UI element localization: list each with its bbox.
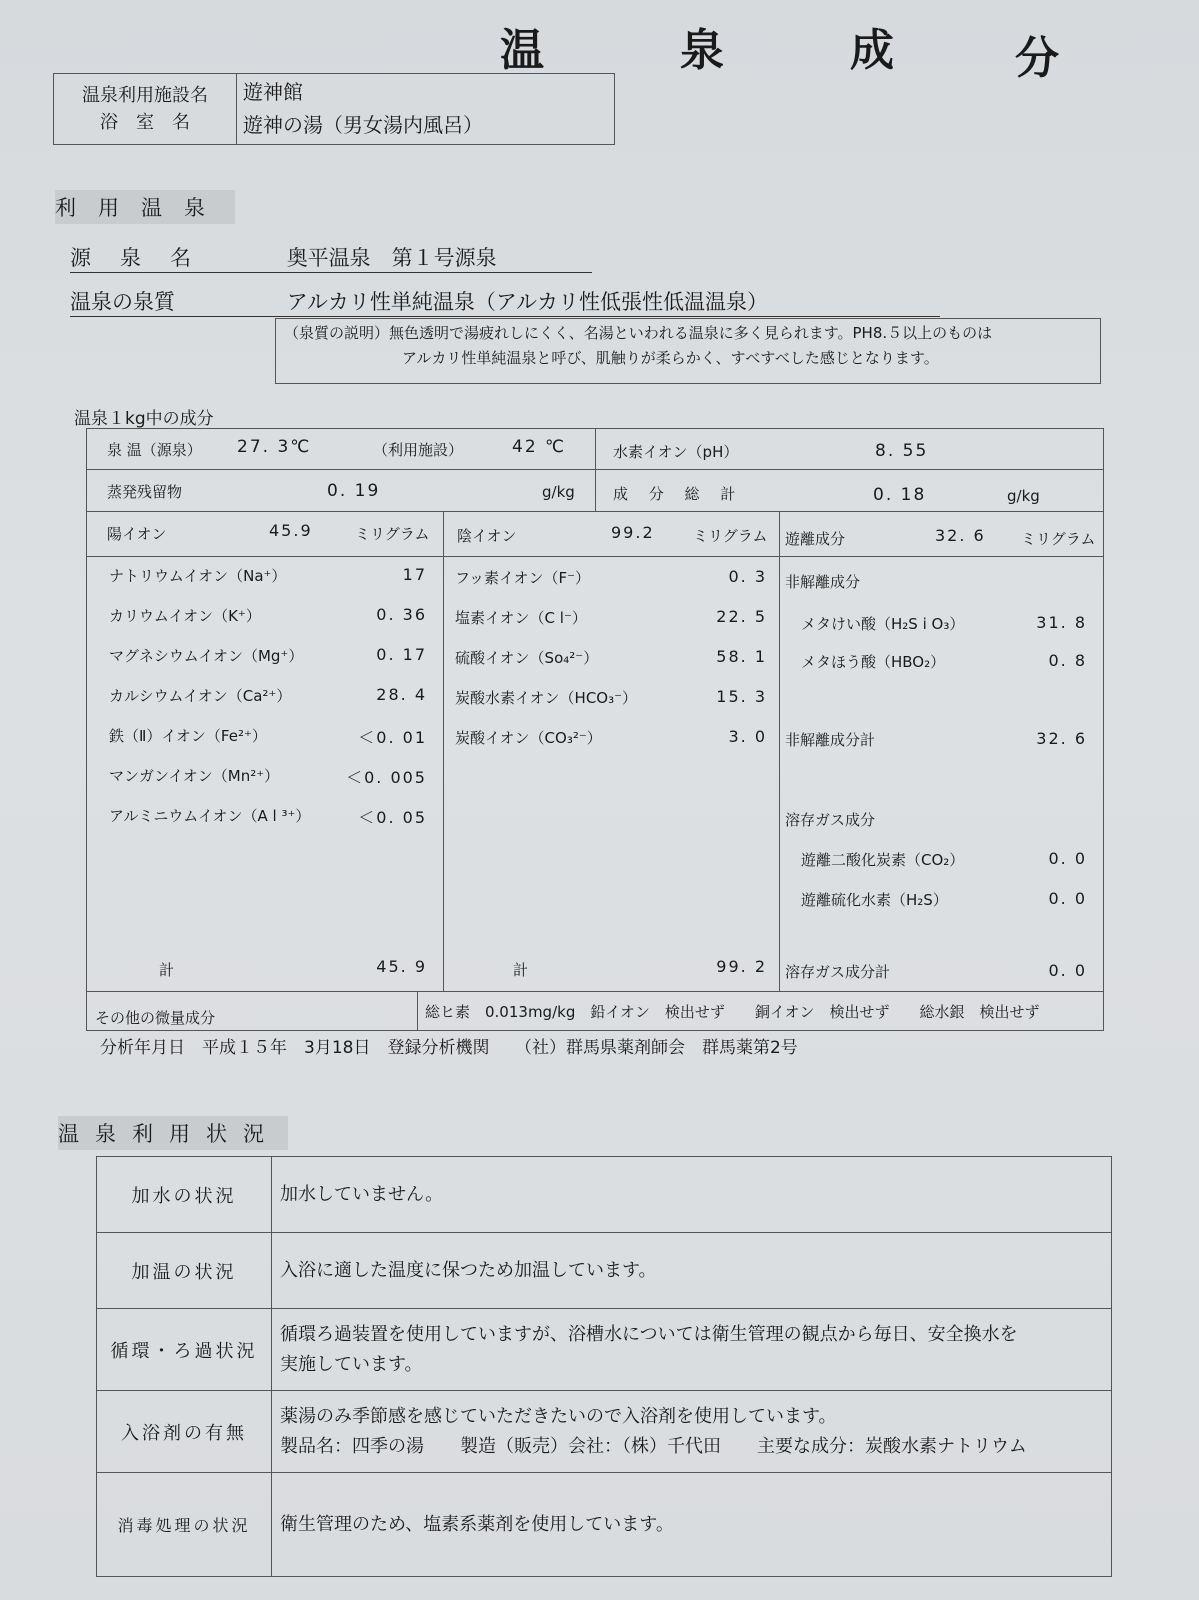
residue-unit: g/kg [542,483,575,501]
cation-sum-value: 45. 9 [376,957,427,976]
cation-name: カリウムイオン（K⁺） [109,607,261,625]
anion-name: フッ素イオン（F⁻） [455,569,591,587]
page-title [500,14,1100,84]
usage-label: 循環・ろ過状況 [97,1309,272,1391]
gas-value: 0. 0 [1048,889,1087,908]
facility-name: 遊神館 [243,80,303,104]
usage-label: 加温の状況 [97,1233,272,1309]
gas-name: 遊離硫化水素（H₂S） [801,891,948,909]
composition-table [86,428,1104,1031]
section-heading-source: 利用温泉 [55,190,235,224]
cation-name: 鉄（Ⅱ）イオン（Fe²⁺） [109,727,267,745]
total-value: 0. 18 [873,485,927,505]
quality-row [70,286,940,317]
title-char: 泉 [680,25,724,76]
trace-value: 総ヒ素 0.013mg/kg 鉛イオン 検出せず 銅イオン 検出せず 総水銀 検出せず [425,1003,1040,1021]
anion-header: 陰イオン [457,527,517,545]
usage-line: 衛生管理のため、塩素系薬剤を使用しています。 [280,1513,674,1535]
title-char: 分 [1015,33,1059,84]
source-row [70,242,592,273]
ph-value: 8. 55 [875,441,929,461]
nondiss-value: 0. 8 [1048,651,1087,670]
anion-value: 3. 0 [728,727,767,746]
anion-value: 22. 5 [716,607,767,626]
gas-label: 溶存ガス成分 [785,811,876,829]
facility-temp-label: （利用施設） [373,441,464,459]
anion-name: 塩素イオン（C l⁻） [455,609,587,627]
residue-value: 0. 19 [327,481,381,501]
usage-line: 入浴に適した温度に保つため加温しています。 [280,1259,657,1281]
cation-header: 陽イオン [107,525,167,543]
cation-name: マグネシウムイオン（Mg⁺） [109,647,304,665]
usage-label: 入浴剤の有無 [97,1391,272,1473]
nondiss-name: メタほう酸（HBO₂） [801,653,946,671]
bath-label: 浴 室 名 [100,112,190,133]
bath-name: 遊神の湯（男女湯内風呂） [243,113,483,137]
gas-name: 遊離二酸化炭素（CO₂） [801,851,965,869]
anion-sum-value: 99. 2 [716,957,767,976]
cation-sum-label: 計 [159,961,175,979]
anion-name: 炭酸イオン（CO₃²⁻） [455,729,602,747]
anion-sum-label: 計 [513,961,529,979]
source-label: 源 泉 名 [70,246,195,270]
cation-value: 0. 17 [376,645,427,664]
cation-value: 17 [402,565,427,584]
gas-total-value: 0. 0 [1048,961,1087,980]
free-unit: ミリグラム [1021,530,1096,548]
facility-label: 温泉利用施設名 [82,85,208,106]
description-line: （泉質の説明）無色透明で湯疲れしにくく、名湯といわれる温泉に多く見られます。PH8.５以上のものは [284,324,993,342]
quality-value: アルカリ性単純温泉（アルカリ性低張性低温温泉） [286,290,769,314]
nondiss-value: 31. 8 [1036,613,1087,632]
usage-line: 循環ろ過装置を使用していますが、浴槽水については衛生管理の観点から毎日、安全換水を [280,1323,1018,1345]
usage-line: 加水していません。 [280,1183,444,1205]
total-unit: g/kg [1007,487,1040,505]
quality-description [275,318,1101,384]
nondiss-total-value: 32. 6 [1036,729,1087,748]
cation-value: 28. 4 [376,685,427,704]
section-heading-usage: 温泉利用状況 [58,1116,288,1150]
composition-title: 温泉１kg中の成分 [74,409,214,429]
gas-value: 0. 0 [1048,849,1087,868]
usage-line: 実施しています。 [280,1353,423,1375]
usage-table [96,1156,1112,1577]
analysis-info: 分析年月日 平成１５年 3月18日 登録分析機関 （社）群馬県薬剤師会 群馬薬第2号 [100,1038,798,1058]
anion-value: 0. 3 [728,567,767,586]
grid-line [87,556,1103,557]
cation-name: アルミニウムイオン（A l ³⁺） [109,807,311,825]
grid-line [779,511,780,991]
usage-line: 製品名：四季の湯 製造（販売）会社：（株）千代田 主要な成分：炭酸水素ナトリウム [280,1435,1027,1457]
cation-value: ＜0. 05 [358,808,427,827]
nondiss-label: 非解離成分 [785,573,861,591]
usage-value [272,1391,1112,1473]
free-total: 32. 6 [935,526,986,545]
anion-unit: ミリグラム [693,527,768,545]
residue-label: 蒸発残留物 [107,483,183,501]
facility-temp-value: 42 ℃ [512,437,567,457]
nondiss-total-label: 非解離成分計 [785,731,876,749]
trace-label: その他の微量成分 [95,1009,216,1027]
anion-total: 99.2 [611,523,655,542]
temp-label: 泉 温（源泉） [107,441,202,459]
source-value: 奥平温泉 第１号源泉 [286,246,497,270]
cation-value: ＜0. 01 [358,728,427,747]
anion-name: 炭酸水素イオン（HCO₃⁻） [455,689,638,707]
grid-line [87,991,1103,992]
grid-line [417,991,418,1030]
grid-line [443,511,444,991]
usage-value [272,1473,1112,1577]
usage-value [272,1157,1112,1233]
facility-table [53,73,615,145]
anion-value: 58. 1 [716,647,767,666]
title-char: 温 [500,25,544,76]
cation-name: ナトリウムイオン（Na⁺） [109,567,287,585]
cation-name: マンガンイオン（Mn²⁺） [109,767,280,785]
gas-total-label: 溶存ガス成分計 [785,963,891,981]
cation-unit: ミリグラム [355,525,430,543]
facility-labels [54,74,237,145]
facility-values [237,74,615,145]
usage-value [272,1233,1112,1309]
total-label: 成 分 総 計 [613,485,744,503]
description-line: アルカリ性単純温泉と呼び、肌触りが柔らかく、すべすべした感じとなります。 [402,349,939,367]
anion-value: 15. 3 [716,687,767,706]
cation-value: ＜0. 005 [346,768,427,787]
grid-line [87,511,1103,512]
quality-label: 温泉の泉質 [70,290,175,314]
usage-line: 薬湯のみ季節感を感じていただきたいので入浴剤を使用しています。 [280,1405,837,1427]
temp-value: 27. 3℃ [237,437,312,457]
free-header: 遊離成分 [785,530,846,548]
grid-line [595,429,596,511]
cation-name: カルシウムイオン（Ca²⁺） [109,687,292,705]
usage-label: 消毒処理の状況 [97,1473,272,1577]
cation-total: 45.9 [269,521,313,540]
nondiss-name: メタけい酸（H₂S i O₃） [801,615,965,633]
usage-value [272,1309,1112,1391]
anion-name: 硫酸イオン（So₄²⁻） [455,649,599,667]
usage-label: 加水の状況 [97,1157,272,1233]
ph-label: 水素イオン（pH） [613,443,739,461]
cation-value: 0. 36 [376,605,427,624]
title-char: 成 [850,25,894,76]
